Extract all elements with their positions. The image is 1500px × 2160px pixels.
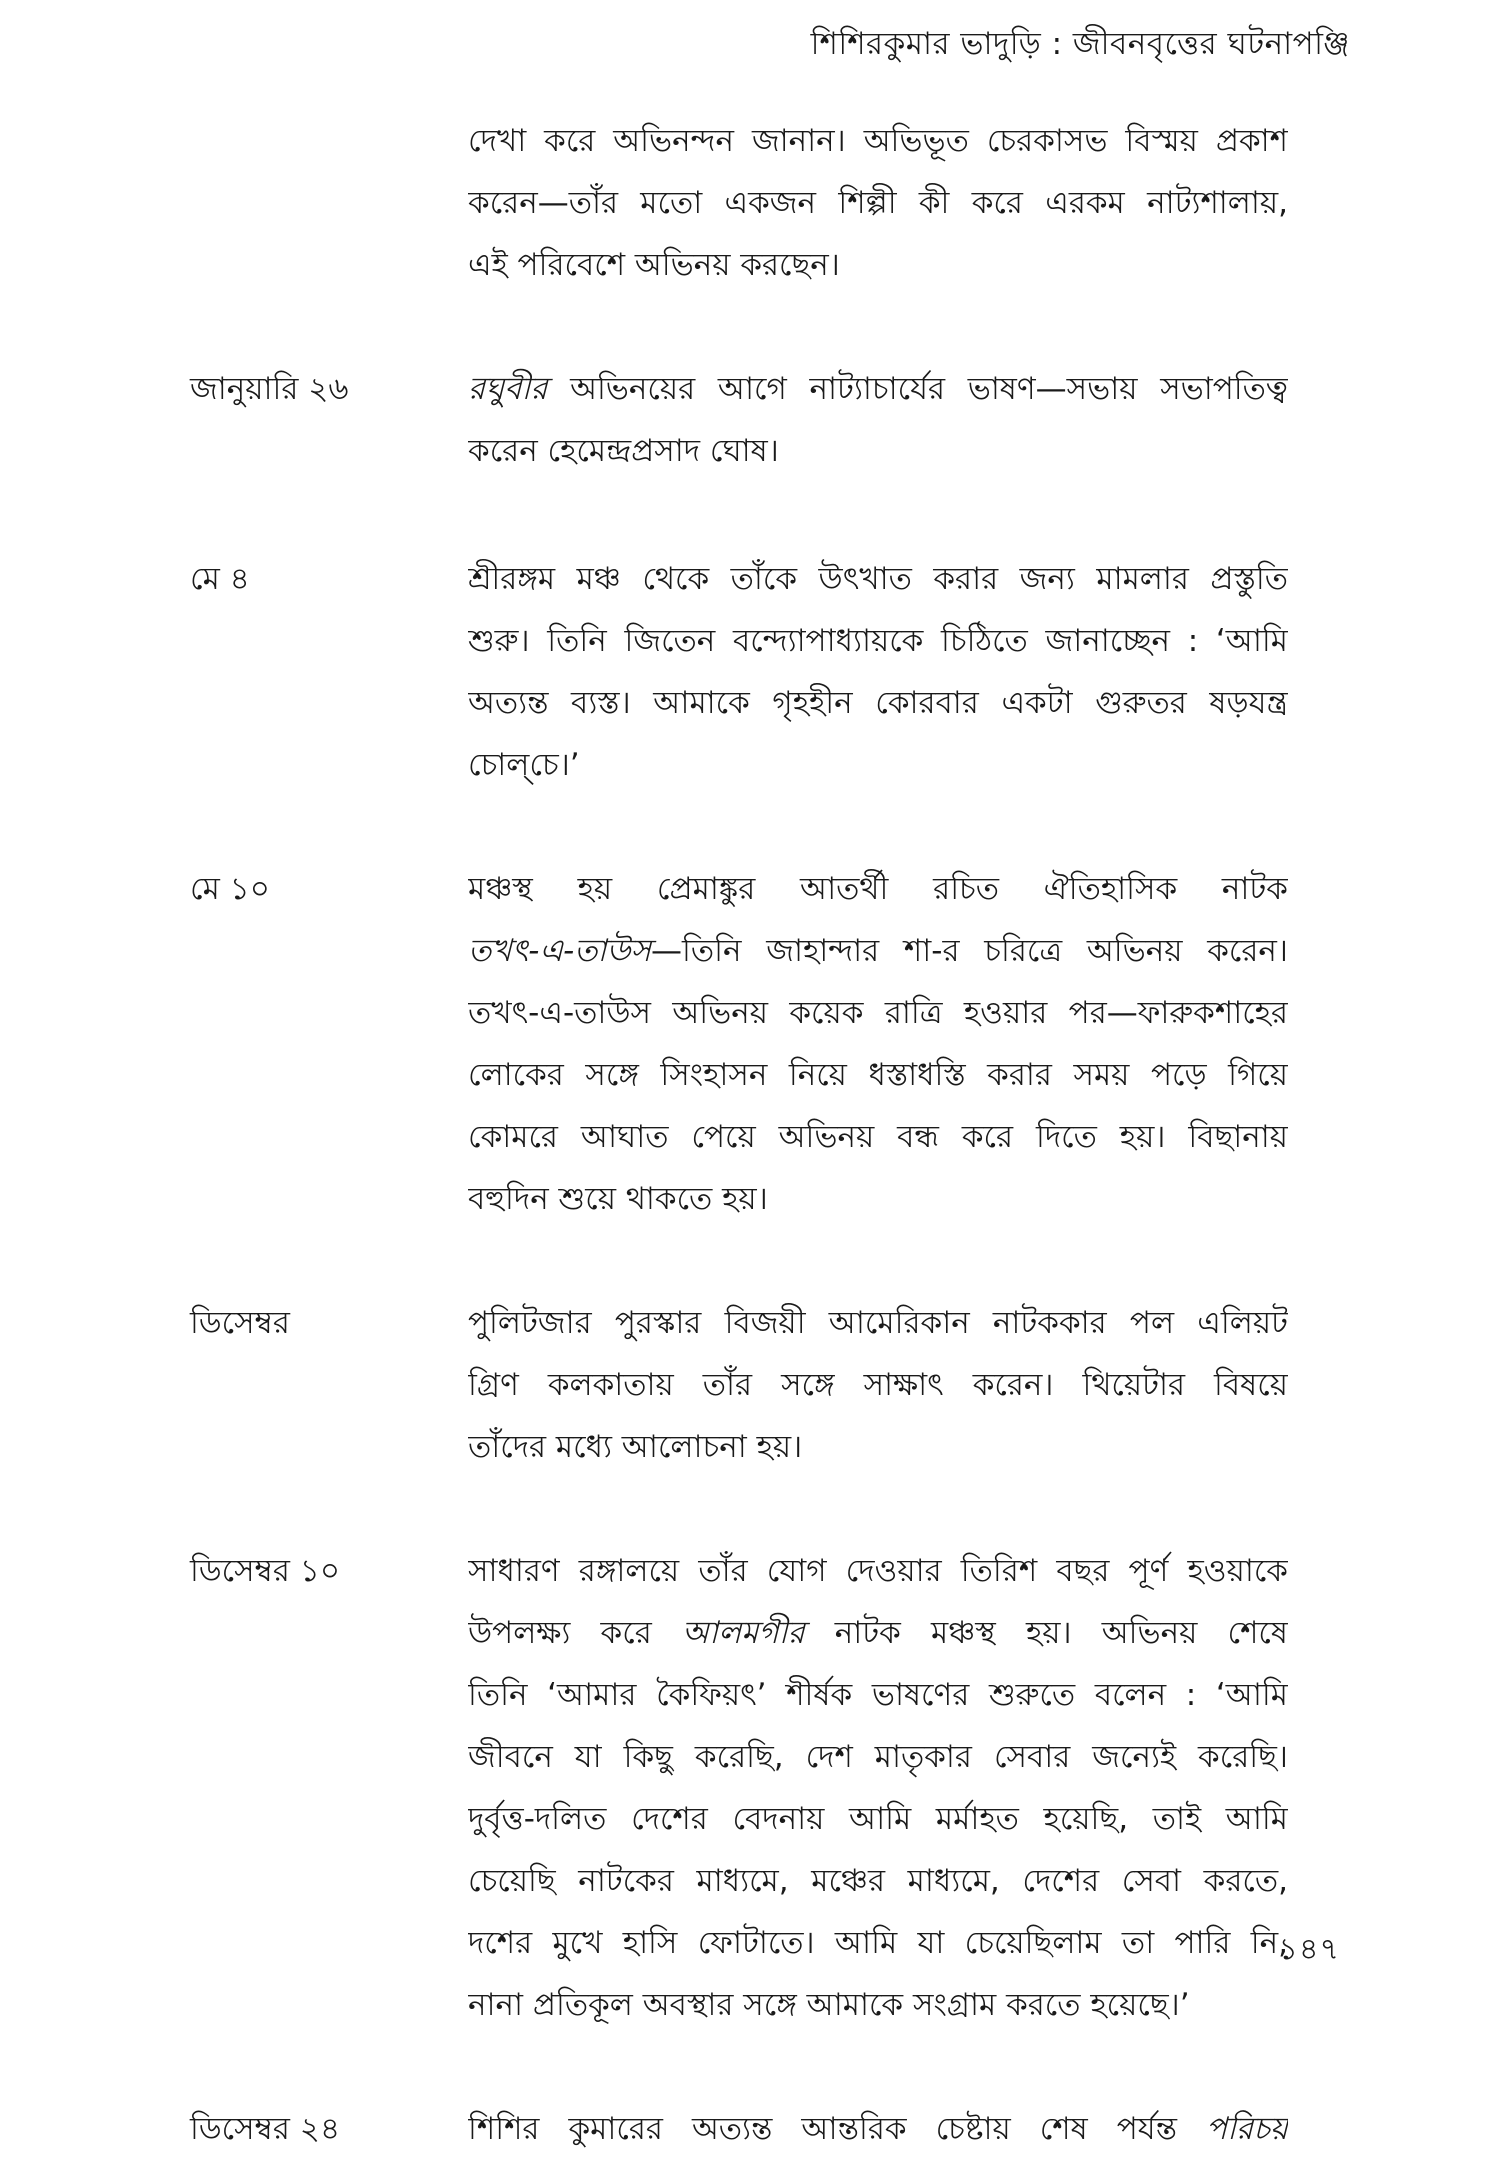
entry-line: তখৎ-এ-তাউস অভিনয় কয়েক রাত্রি হওয়ার পর—ফারুকশাহের: [468, 995, 1288, 1031]
entry-body: [468, 358, 1288, 482]
entry-date: ডিসেম্বর ১০: [190, 1553, 341, 1589]
entry-may-4: [0, 548, 1500, 796]
entry-line-lead: শিশির কুমারের অত্যন্ত আন্তরিক চেষ্টায় শেষ পর্যন্ত: [468, 2111, 1207, 2147]
entry-body: [468, 1540, 1288, 2036]
entry-line: তিনি ‘আমার কৈফিয়ৎ’ শীর্ষক ভাষণের শুরুতে বলেন : ‘আমি: [468, 1677, 1288, 1713]
entry-line: অত্যন্ত ব্যস্ত। আমাকে গৃহহীন কোরবার একটা গুরুতর ষড়যন্ত্র: [468, 685, 1288, 721]
entry-line: [468, 1602, 1288, 1664]
entry-line: করেন—তাঁর মতো একজন শিল্পী কী করে এরকম নাট্যশালায়,: [468, 185, 1288, 221]
entry-december: [0, 1292, 1500, 1478]
entry-continued: [0, 110, 1500, 296]
entry-body: [468, 1292, 1288, 1478]
entry-line-lead: উপলক্ষ্য করে: [468, 1615, 682, 1651]
entry-line: তাঁদের মধ্যে আলোচনা হয়।: [468, 1429, 803, 1465]
entry-may-10: [0, 858, 1500, 1230]
entry-line: দুর্বৃত্ত-দলিত দেশের বেদনায় আমি মর্মাহত হয়েছি, তাই আমি: [468, 1801, 1288, 1837]
play-title: আলমগীর: [681, 1615, 805, 1651]
entry-line: শ্রীরঙ্গম মঞ্চ থেকে তাঁকে উৎখাত করার জন্য মামলার প্রস্তুতি: [468, 561, 1288, 597]
entry-line-rest: —তিনি জাহান্দার শা-র চরিত্রে অভিনয় করেন।: [651, 933, 1288, 969]
entry-december-24: [0, 2098, 1500, 2160]
entry-line: দেখা করে অভিনন্দন জানান। অভিভূত চেরকাসভ বিস্ময় প্রকাশ: [468, 123, 1288, 159]
entry-line: গ্রিণ কলকাতায় তাঁর সঙ্গে সাক্ষাৎ করেন। থিয়েটার বিষয়ে: [468, 1367, 1288, 1403]
chronology-entries: [0, 110, 1500, 2160]
entry-line: মঞ্চস্থ হয় প্রেমাঙ্কুর আতর্থী রচিত ঐতিহাসিক নাটক: [468, 871, 1288, 907]
entry-line: চোল্‌চে।’: [468, 747, 580, 783]
entry-body: [468, 858, 1288, 1230]
entry-line: পুলিটজার পুরস্কার বিজয়ী আমেরিকান নাটককার পল এলিয়ট: [468, 1305, 1288, 1341]
running-head: শিশিরকুমার ভাদুড়ি : জীবনবৃত্তের ঘটনাপঞ্জি: [810, 26, 1350, 62]
entry-line: বহুদিন শুয়ে থাকতে হয়।: [468, 1181, 768, 1217]
entry-body: [468, 110, 1288, 296]
entry-line: সাধারণ রঙ্গালয়ে তাঁর যোগ দেওয়ার তিরিশ বছর পূর্ণ হওয়াকে: [468, 1553, 1288, 1589]
entry-december-10: [0, 1540, 1500, 2036]
entry-date: ডিসেম্বর: [190, 1305, 290, 1341]
entry-line: নানা প্রতিকূল অবস্থার সঙ্গে আমাকে সংগ্রাম করতে হয়েছে।’: [468, 1987, 1190, 2023]
entry-line: করেন হেমেন্দ্রপ্রসাদ ঘোষ।: [468, 433, 779, 469]
entry-body: [468, 548, 1288, 796]
entry-date: ডিসেম্বর ২৪: [190, 2111, 341, 2147]
entry-body: [468, 2098, 1288, 2160]
entry-line: [468, 2098, 1288, 2160]
entry-line: [468, 358, 1288, 420]
entry-line: [468, 920, 1288, 982]
entry-date: মে ৪: [190, 561, 250, 597]
play-title: রঘুবীর: [468, 371, 548, 407]
entry-line: শুরু। তিনি জিতেন বন্দ্যোপাধ্যায়কে চিঠিতে জানাচ্ছেন : ‘আমি: [468, 623, 1288, 659]
entry-line: লোকের সঙ্গে সিংহাসন নিয়ে ধস্তাধস্তি করার সময় পড়ে গিয়ে: [468, 1057, 1288, 1093]
play-title: তখৎ-এ-তাউস: [468, 933, 652, 969]
entry-date: জানুয়ারি ২৬: [190, 371, 349, 407]
entry-line: জীবনে যা কিছু করেছি, দেশ মাতৃকার সেবার জন্যেই করেছি।: [468, 1739, 1288, 1775]
page-number: ১৪৭: [1278, 1932, 1340, 1967]
entry-line: কোমরে আঘাত পেয়ে অভিনয় বন্ধ করে দিতে হয়। বিছানায়: [468, 1119, 1288, 1155]
entry-line-rest: নাটক মঞ্চস্থ হয়। অভিনয় শেষে: [804, 1615, 1288, 1651]
entry-line: চেয়েছি নাটকের মাধ্যমে, মঞ্চের মাধ্যমে, দেশের সেবা করতে,: [468, 1863, 1288, 1899]
entry-january-26: [0, 358, 1500, 482]
entry-line-rest: অভিনয়ের আগে নাট্যাচার্যের ভাষণ—সভায় সভাপতিত্ব: [547, 371, 1288, 407]
play-title: পরিচয়: [1206, 2111, 1288, 2147]
entry-line: দশের মুখে হাসি ফোটাতে। আমি যা চেয়েছিলাম তা পারি নি,: [468, 1925, 1288, 1961]
entry-date: মে ১০: [190, 871, 270, 907]
entry-line: এই পরিবেশে অভিনয় করছেন।: [468, 247, 840, 283]
